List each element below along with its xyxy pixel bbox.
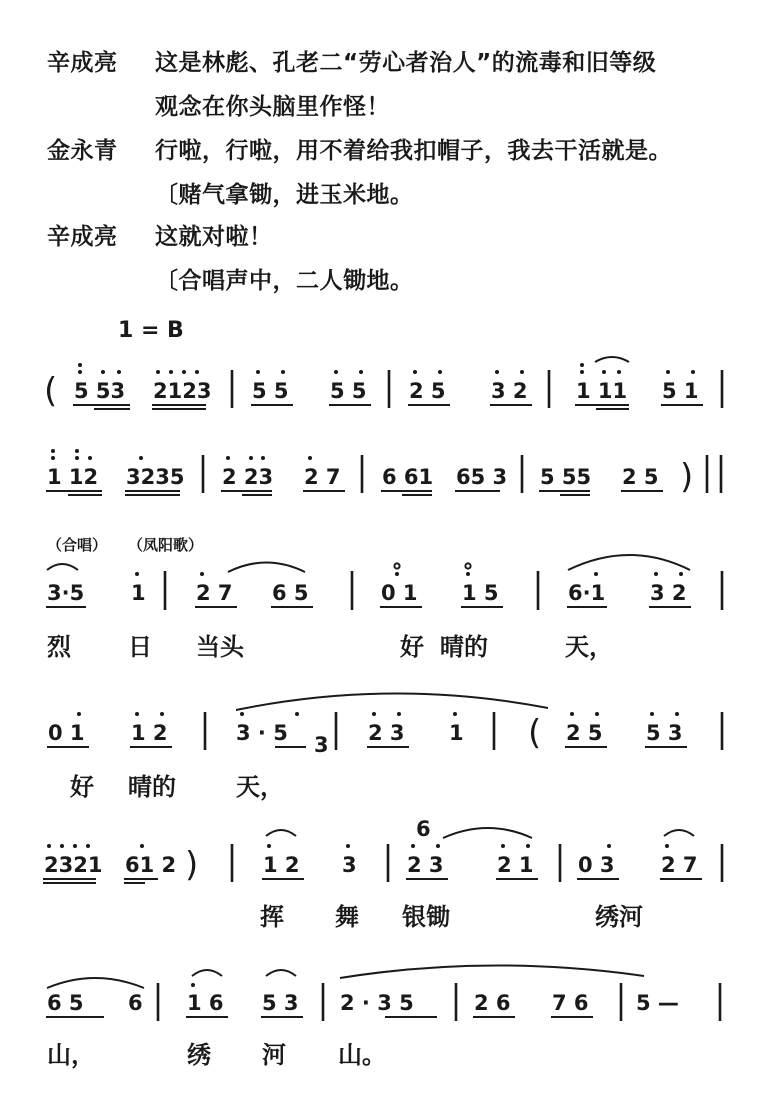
note-group: 2 1 <box>497 853 534 877</box>
note-group: 1 <box>449 721 464 745</box>
note-group: 5 5 <box>252 379 289 403</box>
note-group: 6 5 <box>272 581 309 605</box>
fermata-slur <box>47 564 78 570</box>
lyric: 晴的 <box>440 633 488 661</box>
dialogue-line: 行啦，行啦，用不着给我扣帽子，我去干活就是。 <box>155 138 672 164</box>
note-group: 7 6 <box>552 991 589 1015</box>
note-group: 2 23 <box>222 465 274 489</box>
note-group: 1 2 <box>263 853 300 877</box>
lyric: 晴的 <box>128 773 176 801</box>
octave-dots <box>78 363 695 374</box>
note-group: 2 7 <box>304 465 341 489</box>
note-group: 6 61 <box>382 465 434 489</box>
slur <box>595 357 629 362</box>
note-group: 0 1 <box>381 581 418 605</box>
note-group: 61 2 <box>125 853 177 877</box>
lyric: 山。 <box>338 1041 386 1069</box>
note-group: 5 55 <box>540 465 592 489</box>
note-group: 6 <box>128 991 143 1015</box>
note-group: 2 5 <box>409 379 446 403</box>
slur <box>443 828 532 838</box>
open-paren: ( <box>528 713 542 753</box>
lyric: 日 <box>128 633 152 661</box>
octave-dots <box>47 844 669 848</box>
slur <box>236 693 548 710</box>
note-group: 5 5 <box>330 379 367 403</box>
note-group: 2123 <box>153 379 212 403</box>
note-group: 2 6 <box>474 991 511 1015</box>
speaker-name: 辛成亮 <box>47 224 118 250</box>
note-group: 2 7 <box>196 581 233 605</box>
note-group: 2 · 3 5 <box>340 991 414 1015</box>
note-group: 3 2 <box>491 379 528 403</box>
key-signature: 1 = B <box>118 318 184 343</box>
stage-direction: 〔赌气拿锄，进玉米地。 <box>155 182 414 208</box>
lyric: 河 <box>262 1041 286 1069</box>
note-group: 5 1 <box>662 379 699 403</box>
tune-label: （凤阳歌） <box>128 536 204 554</box>
fermata-slur <box>192 970 222 976</box>
slur <box>47 978 144 988</box>
slur <box>340 965 644 978</box>
fermata-slur <box>664 830 694 836</box>
fermata-slur <box>266 830 296 836</box>
octave-dots <box>77 712 679 716</box>
note-group: 1 2 <box>131 721 168 745</box>
grace-mark: 3 <box>314 733 329 757</box>
lyric: 绣河 <box>595 903 643 931</box>
note-group: 0 1 <box>48 721 85 745</box>
lyric: 绣 <box>187 1041 211 1069</box>
note-group: 1 5 <box>462 581 499 605</box>
lyric: 当头 <box>196 633 244 661</box>
note-group: 6·1 <box>568 581 606 605</box>
dialogue-line: 观念在你头脑里作怪！ <box>155 94 390 120</box>
note-group: 1 11 <box>576 379 628 403</box>
lyric: 挥 <box>260 903 284 931</box>
note-group: 2 5 <box>566 721 603 745</box>
fermata-slur <box>266 970 296 976</box>
note-group: 1 6 <box>187 991 224 1015</box>
lyric: 银锄 <box>402 903 450 931</box>
octave-dots <box>135 572 683 576</box>
lyric: 舞 <box>335 903 359 931</box>
underlines <box>46 491 663 495</box>
dialogue-line: 这就对啦！ <box>155 224 273 250</box>
note-group: 1 <box>131 581 146 605</box>
note-group: 2 3 <box>368 721 405 745</box>
slur <box>568 555 690 570</box>
note-group: 2 5 <box>622 465 659 489</box>
dialogue-line: 这是林彪、孔老二“劳心者治人”的流毒和旧等级 <box>155 50 657 76</box>
note-group: 3 <box>342 853 357 877</box>
open-circle-mark <box>465 563 470 568</box>
octave-dots <box>191 983 195 987</box>
close-paren: ) <box>185 845 199 885</box>
lyric: 好 <box>70 773 94 801</box>
open-circle-mark <box>394 563 399 568</box>
open-paren: ( <box>44 371 58 411</box>
lyric: 烈 <box>47 633 71 661</box>
note-group: 6 5 <box>47 991 84 1015</box>
lyric: 天， <box>236 773 284 801</box>
slur <box>228 563 305 573</box>
note-group: 1 12 <box>47 465 99 489</box>
note-group: 0 3 <box>578 853 615 877</box>
octave-dots <box>51 449 312 460</box>
lyric: 好 <box>400 633 424 661</box>
note-group: 5 3 <box>262 991 299 1015</box>
stage-direction: 〔合唱声中，二人锄地。 <box>155 268 414 294</box>
note-group: 5 — <box>636 991 679 1015</box>
grace-note: 6 <box>416 817 431 841</box>
note-group: 2321 <box>44 853 103 877</box>
note-group: 3 · 5 <box>236 721 288 745</box>
speaker-name: 金永青 <box>47 138 118 164</box>
speaker-name: 辛成亮 <box>47 50 118 76</box>
note-group: 3·5 <box>47 581 85 605</box>
chorus-label: （合唱） <box>47 536 108 554</box>
lyric: 山， <box>47 1041 95 1069</box>
note-group: 5 53 <box>74 379 126 403</box>
note-group: 3235 <box>126 465 185 489</box>
note-group: 2 7 <box>661 853 698 877</box>
underlines <box>43 879 702 883</box>
lyric: 天， <box>565 633 613 661</box>
close-paren: ) <box>680 457 694 497</box>
note-group: 5 3 <box>646 721 683 745</box>
note-group: 2 3 <box>407 853 444 877</box>
note-group: 65 3 <box>456 465 508 489</box>
note-group: 3 2 <box>650 581 687 605</box>
